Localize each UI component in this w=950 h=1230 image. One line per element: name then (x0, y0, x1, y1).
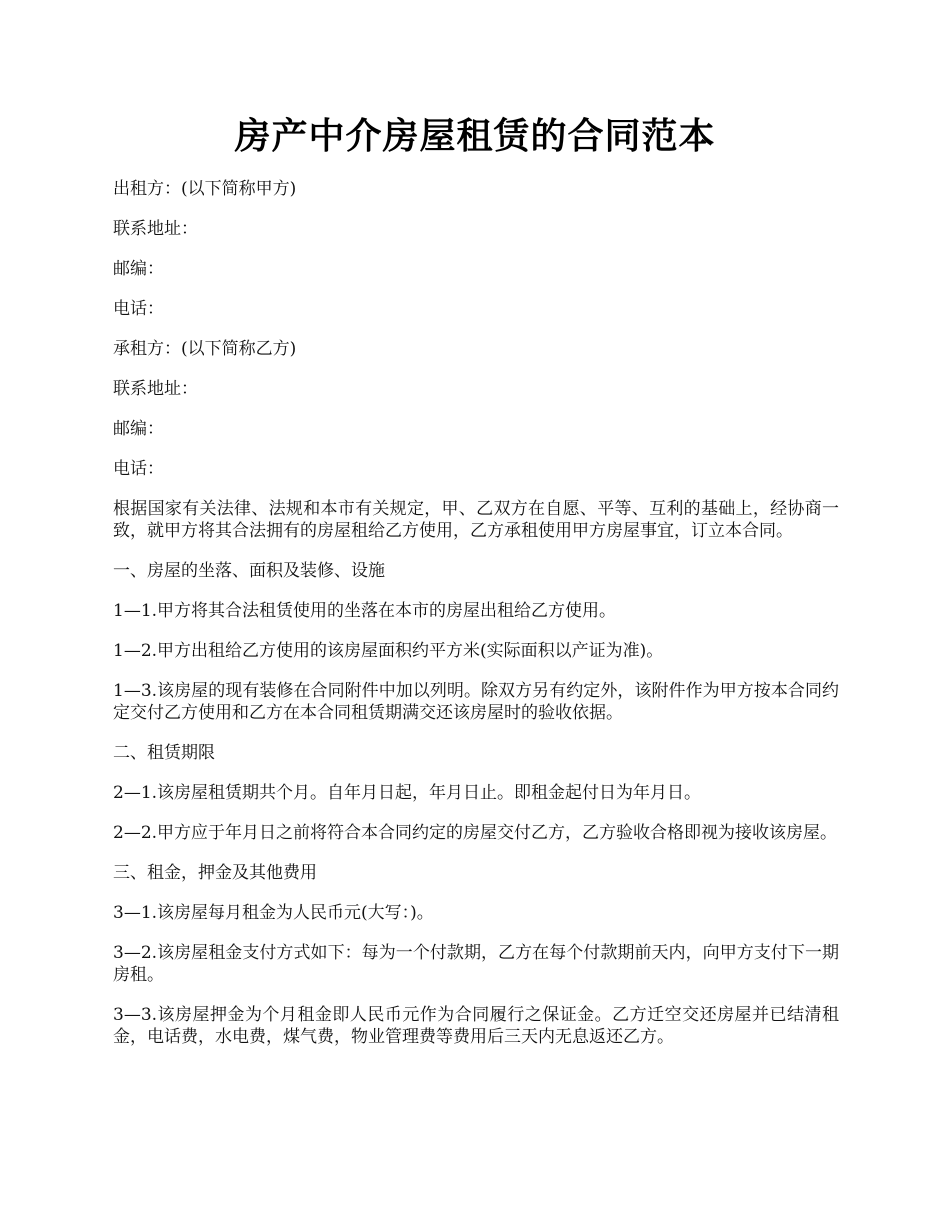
clause-2-2: 2—2.甲方应于年月日之前将符合本合同约定的房屋交付乙方，乙方验收合格即视为接收该房屋。 (113, 823, 838, 843)
document-body (113, 178, 839, 1066)
document-title: 房产中介房屋租赁的合同范本 (234, 115, 716, 157)
lessee-phone-label: 电话： (113, 459, 164, 479)
clause-1-1: 1—1.甲方将其合法租赁使用的坐落在本市的房屋出租给乙方使用。 (113, 601, 617, 621)
section-heading-3: 三、租金，押金及其他费用 (113, 863, 317, 883)
lessee-address-label: 联系地址： (113, 379, 198, 399)
lessor-postcode-label: 邮编： (113, 259, 164, 279)
section-heading-2: 二、租赁期限 (113, 743, 215, 763)
lessor-address-label: 联系地址： (113, 219, 198, 239)
lessee-label: 承租方：(以下简称乙方) (113, 339, 297, 359)
preamble-paragraph: 根据国家有关法律、法规和本市有关规定，甲、乙双方在自愿、平等、互利的基础上，经协商一致，就甲方将其合法拥有的房屋租给乙方使用，乙方承租使用甲方房屋事宜，订立本合同。 (113, 499, 839, 541)
clause-3-2: 3—2.该房屋租金支付方式如下：每为一个付款期，乙方在每个付款期前天内，向甲方支付下一期房租。 (113, 943, 839, 985)
clause-1-2: 1—2.甲方出租给乙方使用的该房屋面积约平方米(实际面积以产证为准)。 (113, 641, 664, 661)
lessor-label: 出租方：(以下简称甲方) (113, 179, 297, 199)
clause-1-3: 1—3.该房屋的现有装修在合同附件中加以列明。除双方另有约定外，该附件作为甲方按本合同约定交付乙方使用和乙方在本合同租赁期满交还该房屋时的验收依据。 (113, 681, 839, 723)
clause-3-1: 3—1.该房屋每月租金为人民币元(大写：)。 (113, 903, 434, 923)
clause-3-3: 3—3.该房屋押金为个月租金即人民币元作为合同履行之保证金。乙方迁空交还房屋并已结清租金，电话费，水电费，煤气费，物业管理费等费用后三天内无息返还乙方。 (113, 1005, 839, 1047)
lessor-phone-label: 电话： (113, 299, 164, 319)
lessee-postcode-label: 邮编： (113, 419, 164, 439)
section-heading-1: 一、房屋的坐落、面积及装修、设施 (113, 561, 385, 581)
clause-2-1: 2—1.该房屋租赁期共个月。自年月日起，年月日止。即租金起付日为年月日。 (113, 783, 702, 803)
